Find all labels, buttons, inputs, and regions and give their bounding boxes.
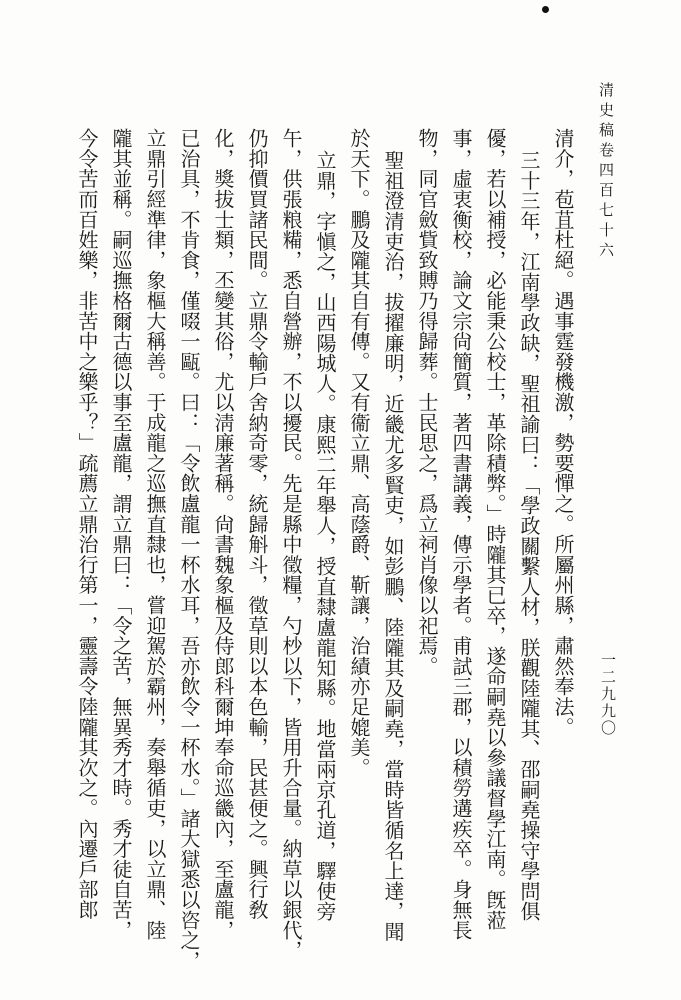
text-line: 三十三年，江南學政缺，聖祖諭曰：「學政關繫人材，朕觀陸隴其、邵嗣堯操守學問俱 [517,150,541,922]
text-column [308,128,342,950]
text-line: 仍抑價買諸民間。立鼎令輸戶舍納奇零，統歸斛斗，徵草則以本色輸，民甚便之。興行敎 [245,128,269,920]
text-line: 立鼎，字愼之，山西陽城人。康熙二年舉人，授直隸盧龍知縣。地當兩京孔道，驛使旁 [313,150,337,922]
text-column [274,128,308,961]
text-column [104,128,138,950]
text-column [206,128,240,950]
text-line: 立鼎引經準律，象樞大稱善。于成龍之巡撫直隸也，嘗迎駕於霸州，奏舉循吏，以立鼎、陸 [143,128,167,940]
text-line: 隴其並稱。嗣巡撫格爾古德以事至盧龍，謂立鼎曰：「令之苦，無異秀才時。秀才徒自苦， [109,128,133,940]
text-column [172,128,206,971]
text-column [342,128,376,950]
text-column [444,128,478,950]
text-line: 已治具，不肯食，僅啜一甌。曰：「令飲盧龍一杯水耳，吾亦飲令一杯水。」諸大獄悉以咨之， [177,128,201,971]
text-column [512,128,546,950]
text-line: 於天下。鵬及隴其自有傳。又有衞立鼎、高蔭爵、靳讓，治績亦足媲美。 [347,128,371,778]
text-column [376,128,410,950]
text-line: 聖祖澄清吏治，拔擢廉明，近畿尤多賢吏，如彭鵬、陸隴其及嗣堯，當時皆循名上達，聞 [381,150,405,942]
text-line: 清介，苞苴杜絕。遇事霆發機激，勢要憚之。所屬州縣，肅然奉法。 [551,128,575,737]
text-line: 物，同官斂貲致賻乃得歸葬。士民思之，爲立祠肖像以祀焉。 [415,128,439,677]
text-column [138,128,172,950]
text-line: 事，虛衷衡校，論文宗尙簡質，著四書講義，傳示學者。甫試三郡，以積勞遘疾卒。身無長 [449,128,473,940]
ink-dot-mark [542,6,549,13]
text-line: 優，若以補授，必能秉公校士，革除積弊。」時隴其已卒，遂命嗣堯以參議督學江南。旣蒞 [483,128,507,930]
text-column [70,128,104,950]
page-number: 一二九九〇 [599,652,617,737]
text-line: 今令苦而百姓樂，非苦中之樂乎？」疏薦立鼎治行第一，靈壽令陸隴其次之。內遷戶部郎 [75,128,99,920]
text-line: 午，供張粮糒，悉自營辦，不以擾民。先是縣中徵糧，勺杪以下，皆用升合量。納草以銀代， [279,128,303,961]
body-text [75,128,580,971]
text-column [546,128,580,950]
text-column [240,128,274,950]
text-column [478,128,512,950]
text-line: 化，獎拔士類，丕變其俗，尤以淸廉著稱。尙書魏象樞及侍郎科爾坤奉命巡畿內，至盧龍， [211,128,235,940]
running-header: 清史稿卷四百七十六 [597,82,615,262]
text-column [410,128,444,950]
